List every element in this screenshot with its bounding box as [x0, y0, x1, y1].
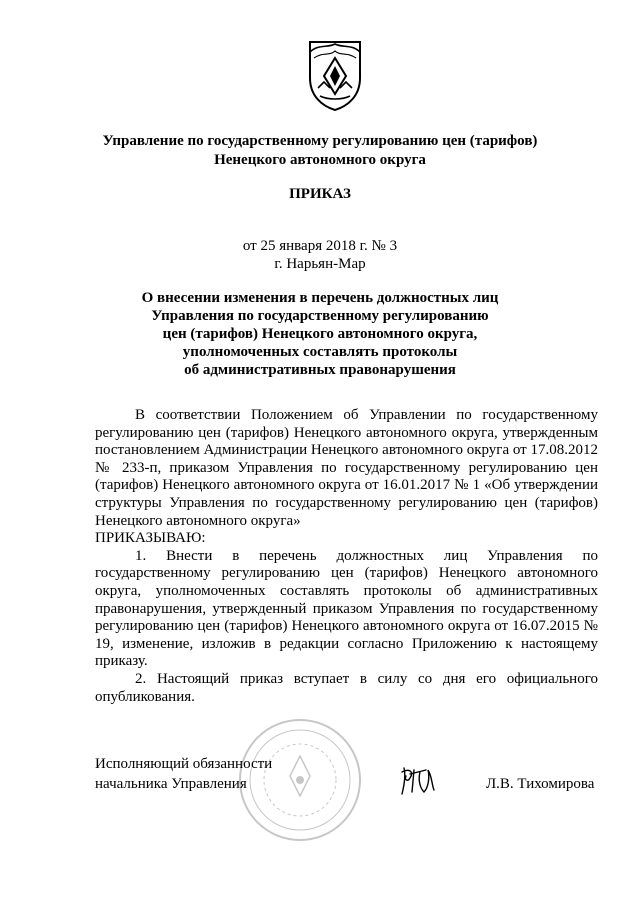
- document-type: ПРИКАЗ: [289, 186, 351, 202]
- order-word: ПРИКАЗЫВАЮ:: [95, 530, 206, 547]
- signatory-position: [95, 754, 272, 794]
- organization-name: [60, 132, 580, 170]
- position-line-1: Исполняющий обязанности: [95, 756, 273, 772]
- handwritten-signature-icon: [398, 762, 438, 798]
- date-number: от 25 января 2018 г. № 3: [242, 238, 398, 254]
- city: г. Нарьян-Мар: [274, 256, 366, 272]
- document-title: [60, 289, 580, 379]
- title-line-5: об административных правонарушения: [184, 362, 456, 378]
- title-line-3: цен (тарифов) Ненецкого автономного округа,: [162, 326, 478, 342]
- document-body: [95, 407, 598, 706]
- title-line-2: Управления по государственному регулированию: [151, 308, 489, 324]
- org-line-2: Ненецкого автономного округа: [214, 152, 426, 168]
- preamble-paragraph: В соответствии Положением об Управлении по государственному регулированию цен (тарифов) Ненецкого автономного округа, утвержденным постановлением Администрации Ненецкого автономного округа от 17.08.2012 № 233-п, приказом Управления по государственному регулированию цен (тарифов) Ненецкого автономного округа от 16.01.2017 № 1 «Об утверждении структуры Управления по государственному регулированию цен (тарифов) Ненецкого автономного округа»: [95, 407, 598, 529]
- order-item-1: 1. Внести в перечень должностных лиц Управления по государственному регулированию цен (тарифов) Ненецкого автономного округа, уполномоченных составлять протоколы об административных правонарушения, утвержденный приказом Управления по государственному регулированию цен (тарифов) Ненецкого автономного округа от 16.07.2015 № 19, изменение, изложив в редакции согласно Приложению к настоящему приказу.: [95, 547, 598, 670]
- title-line-4: уполномоченных составлять протоколы: [182, 344, 458, 360]
- org-line-1: Управление по государственному регулированию цен (тарифов): [102, 133, 538, 149]
- title-line-1: О внесении изменения в перечень должностных лиц: [141, 290, 499, 306]
- coat-of-arms-icon: [304, 38, 366, 112]
- document-meta: [60, 237, 580, 273]
- signatory-name: Л.В. Тихомирова: [486, 776, 595, 792]
- order-item-2: 2. Настоящий приказ вступает в силу со дня его официального опубликования.: [95, 670, 598, 705]
- position-line-2: начальника Управления: [95, 776, 247, 792]
